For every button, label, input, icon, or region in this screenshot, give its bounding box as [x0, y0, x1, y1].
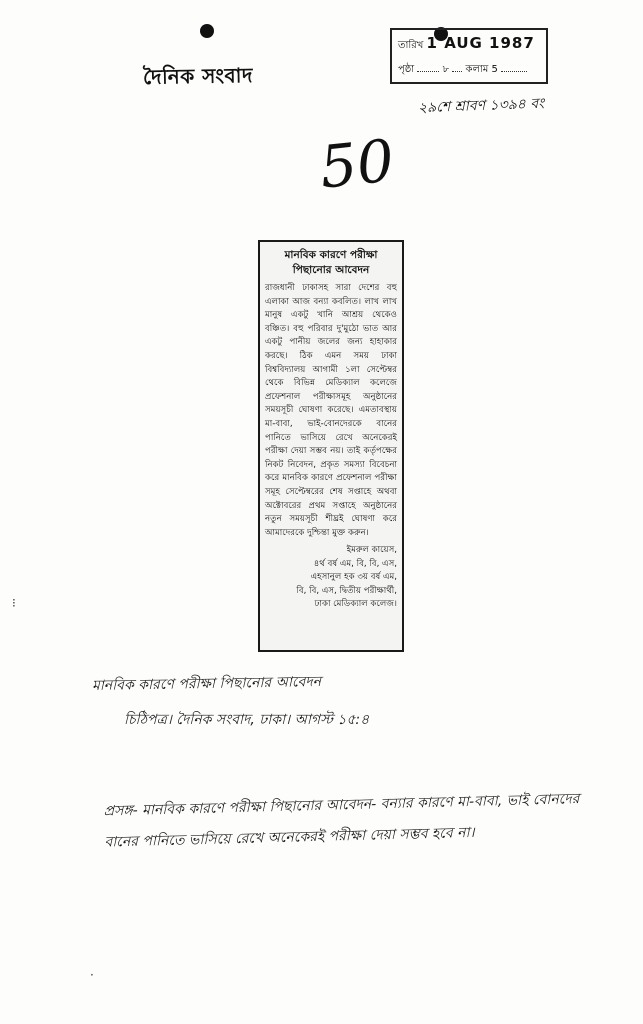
stamp-page-label: পৃষ্ঠা — [398, 64, 415, 75]
stamp-page-value: ৮ — [442, 64, 450, 75]
clipping-headline: মানবিক কারণে পরীক্ষা পিছানোর আবেদন — [284, 249, 378, 276]
margin-mark: · — [90, 968, 94, 982]
margin-mark: ⁝ — [12, 596, 16, 610]
clipping-signature: ইমরুল কায়েস, ৪র্থ বর্ষ এম, বি, বি, এস, এহসানুল হক ৩য় বর্ষ এম, বি, বি, এস, দ্বিতীয় পরীক্ষার্থী, ঢাকা মেডিক্যাল কলেজ। — [296, 545, 397, 610]
clipping-body: রাজধানী ঢাকাসহ সারা দেশের বহু এলাকা আজ বন্যা কবলিত। লাখ লাখ মানুষ একটু খানি আশ্রয় থেকেও বঞ্চিত। বহু পরিবার দু'মুঠো ভাত আর একটু পানীয় জলের জন্য হাহাকার করছে। ঠিক এমন সময় ঢাকা বিশ্ববিদ্যালয় আগামী ১লা সেপ্টেম্বর থেকে বিভিন্ন মেডিক্যাল কলেজে প্রফেশনাল পরীক্ষাসমূহ অনুষ্ঠানের সময়সূচী ঘোষণা করেছে। এমতাবস্থায় মা-বাবা, ভাই-বোনদেরকে বানের পানিতে ভাসিয়ে রেখে অনেকেরই পরীক্ষা দেয়া সম্ভব নয়। তাই কর্তৃপক্ষের নিকট নিবেদন, প্রকৃত সমস্যা বিবেচনা করে মানবিক কারণে প্রফেশনাল পরীক্ষা সমূহ সেপ্টেম্বরের শেষ সপ্তাহে অথবা অক্টোবরের প্রথম সপ্তাহে অনুষ্ঠানের নতুন সময়সূচী শীঘ্রই ঘোষণা করে আমাদেরকে দুশ্চিন্তা মুক্ত করুন। — [265, 283, 397, 538]
date-stamp — [390, 28, 548, 84]
punch-hole — [200, 24, 214, 38]
stamp-column-value: 5 — [491, 64, 498, 75]
stamp-date-label: তারিখ — [398, 40, 424, 51]
folio-number: 50 — [316, 126, 398, 202]
handwritten-title: মানবিক কারণে পরীক্ষা পিছানোর আবেদন — [91, 674, 322, 694]
stamp-date: 1 AUG 1987 — [426, 34, 535, 52]
handwritten-summary: প্রসঙ্গ- মানবিক কারণে পরীক্ষা পিছানোর আবেদন- বন্যার কারণে মা-বাবা, ভাই বোনদের বানের পানিতে ভাসিয়ে রেখে অনেকেরই পরীক্ষা দেয়া সম্ভব হবে না। — [103, 791, 580, 851]
stamp-column-label: কলাম — [465, 64, 489, 75]
handwritten-source: চিঠিপত্র। দৈনিক সংবাদ, ঢাকা। আগস্ট ১৫:৪ — [124, 712, 370, 728]
newspaper-clipping — [258, 240, 404, 652]
newspaper-masthead: দৈনিক সংবাদ — [142, 63, 254, 89]
handwritten-date: ২৯শে শ্রাবণ ১৩৯৪ বং — [417, 95, 545, 117]
